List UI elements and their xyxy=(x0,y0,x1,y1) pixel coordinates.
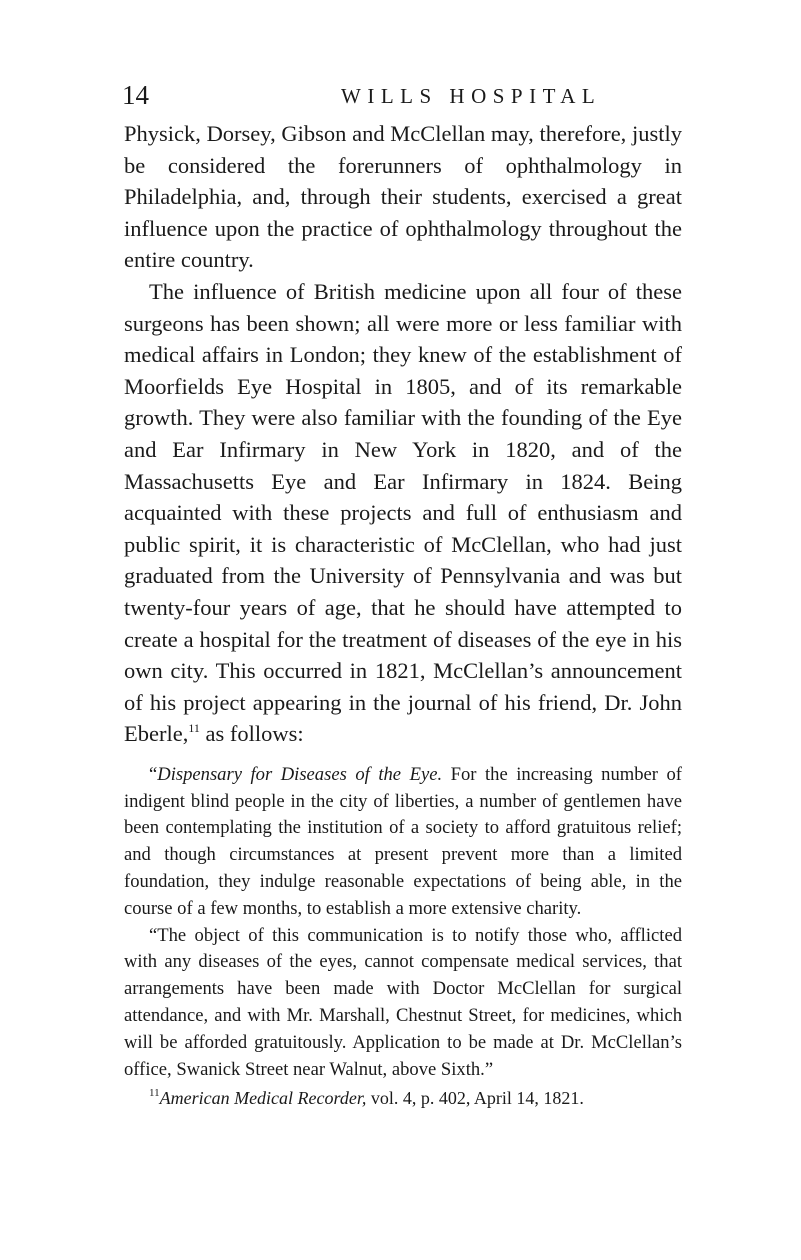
block-quotation xyxy=(124,762,682,1084)
body-paragraph-2 xyxy=(124,276,682,750)
footnote xyxy=(124,1085,682,1111)
page-number: 14 xyxy=(122,80,149,110)
footnote-source: American Medical Recorder, xyxy=(159,1088,367,1109)
body-paragraph-1: Physick, Dorsey, Gibson and McClellan may, therefore, justly be considered the forerunners of ophthalmology in Philadelphia, and, through their students, exercised a great influence upon the practice of ophthalmology throughout the entire country. xyxy=(124,121,682,273)
body-paragraph-2-tail: as follows: xyxy=(199,721,304,747)
footnote-reference: 11 xyxy=(188,721,200,736)
footnote-citation: vol. 4, p. 402, April 14, 1821. xyxy=(366,1088,584,1109)
quote-paragraph-1 xyxy=(124,762,682,923)
running-title: WILLS HOSPITAL xyxy=(341,84,602,108)
quote-paragraph-1-text: For the increasing number of indigent blind people in the city of liberties, a number of gentlemen have been contemplating the institution of a society to afford gratuitous relief; and though circumstances at present prevent more than a limited foundation, they indulge reasonable expectations of being able, in the course of a few months, to establish a more extensive charity. xyxy=(124,763,682,919)
quote-paragraph-2: “The object of this communication is to notify those who, afflicted with any diseases of the eyes, cannot compensate medical services, that arrangements have been made with Doctor McClellan for surgical attendance, and with Mr. Marshall, Chestnut Street, for medicines, which will be afforded gratuitously. Application to be made at Dr. McClellan’s office, Swanick Street near Walnut, above Sixth.” xyxy=(124,924,682,1080)
footnote-marker: 11 xyxy=(149,1087,160,1100)
book-page xyxy=(124,80,682,1111)
quote-title: Dispensary for Diseases of the Eye. xyxy=(157,763,443,785)
body-paragraph-2-text: The influence of British medicine upon all four of these surgeons has been shown; all were more or less familiar with medical affairs in London; they knew of the establishment of Moorfields Eye Hospital in 1805, and of its remarkable growth. They were also familiar with the founding of the Eye and Ear Infirmary in New York in 1820, and of the Massachusetts Eye and Ear Infirmary in 1824. Being acquainted with these projects and full of enthusiasm and public spirit, it is characteristic of McClellan, who had just graduated from the University of Pennsylvania and was but twenty-four years of age, that he should have attempted to create a hospital for the treatment of diseases of the eye in his own city. This occurred in 1821, McClellan’s announcement of his project appearing in the journal of his friend, Dr. John Eberle, xyxy=(124,278,682,747)
running-head xyxy=(124,80,682,110)
quote-open-mark: “ xyxy=(149,763,158,785)
